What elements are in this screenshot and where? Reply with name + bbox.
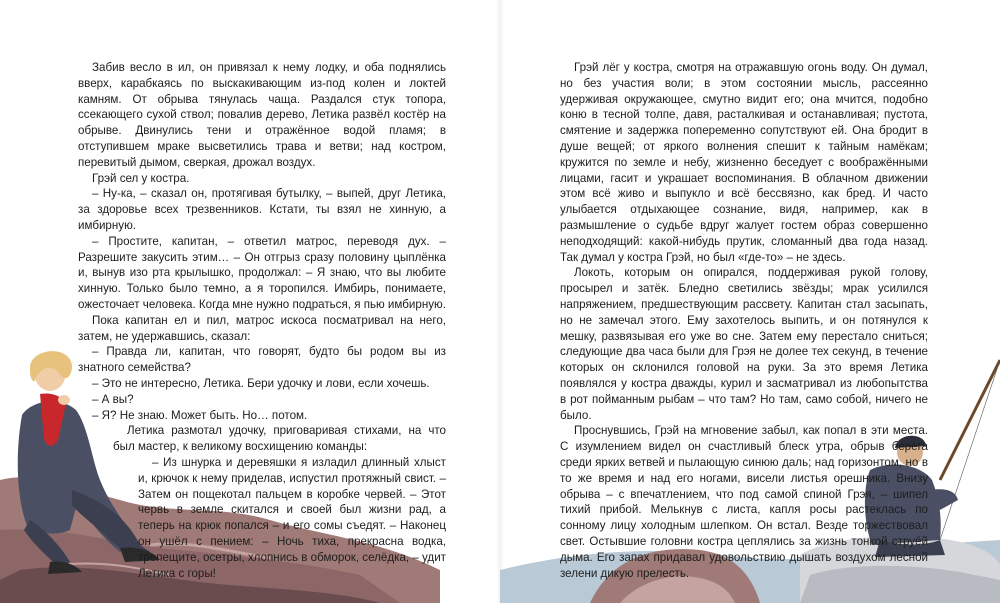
poem-text: – Из шнурка и деревяшки я изладил длинный хлыст и, крючок к нему приделав, испустил протяжный свист. – Затем он пощекотал пальцем в коробке червей. – Этот червь в земле скитался и своей был жизни рад, а теперь на крюк попался – и его сомы съедят. – Наконец он ушёл с пением: – Ночь тиха, прекрасна водка, трепещите, осетры, хлопнись в обморок, селёдка, – удит Летика с горы! xyxy=(138,455,446,580)
paragraph: – Я? Не знаю. Может быть. Но… потом. xyxy=(92,408,308,422)
paragraph: Грэй лёг у костра, смотря на отражавшую огонь воду. Он думал, но без участия воли; в этом состоянии мысль, рассеянно удерживая окружающее, смутно видит его; она мчится, подобно коню в тесной толпе, давя, расталкивая и останавливая; пустота, смятение и задержка попеременно сопутствуют ей. Она бродит в душе вещей; от яркого волнения спешит к тайным намёкам; кружится по земле и небу, жизненно беседует с воображёнными лицами, гасит и украшает воспоминания. В облачном движении этом всё живо и выпукло и всё бессвязно, как бред. И часто улыбается отдыхающее сознание, видя, например, как в размышление о судьбе вдруг жалует гостем образ совершенно неподходящий: какой-нибудь прутик, сломанный два года назад. Так думал у костра Грэй, но был «где-то» – не здесь. xyxy=(560,61,928,264)
paragraph: Проснувшись, Грэй на мгновение забыл, как попал в эти места. С изумлением видел он счастливый блеск утра, обрыв берега среди ярких ветвей и пылающую синюю даль; над горизонтом, но в то же время и над его ногами, висели листья орешника. Внизу обрыва – с впечатлением, что под самой спиной Грэя, – шипел тихий прибой. Мелькнув с листа, капля росы растеклась по сонному лицу холодным шлепком. Он встал. Везде торжествовал свет. Остывшие головни костра цеплялись за жизнь тонкой струёй дыма. Его запах придавал удовольствию дышать воздухом лесной зелени дикую прелесть. xyxy=(560,424,928,580)
paragraph: Пока капитан ел и пил, матрос искоса посматривал на него, затем, не удержавшись, сказал: xyxy=(78,313,446,343)
paragraph: Грэй сел у костра. xyxy=(92,171,190,185)
paragraph: – Простите, капитан, – ответил матрос, переводя дух. – Разрешите закусить этим… – Он отгрыз сразу половину цыплёнка и, вынув изо рта крылышко, продолжал: – Я знаю, что вы любите хинную. Только было темно, а я торопился. Имбирь, понимаете, ожесточает человека. Когда мне нужно подраться, я пью имбирную. xyxy=(78,234,446,311)
paragraph: – Ну-ка, – сказал он, протягивая бутылку, – выпей, друг Летика, за здоровье всех трезвенников. Кстати, ты взял не хинную, а имбирную. xyxy=(78,187,446,232)
paragraph: Забив весло в ил, он привязал к нему лодку, и оба поднялись вверх, карабкаясь по выскакивающим из-под колен и локтей камням. От обрыва тянулась чаща. Раздался стук топора, ссекающего сухой ствол; повалив дерево, Летика развёл костёр на обрыве. Двинулись тени и отражённое водой пламя; в отступившем мраке высветились трава и ветви; над костром, перевитый дымом, сверкая, дрожал воздух. xyxy=(78,61,446,169)
right-page xyxy=(500,0,1000,603)
paragraph: – Это не интересно, Летика. Бери удочку и лови, если хочешь. xyxy=(92,376,430,390)
right-page-text xyxy=(560,60,928,581)
paragraph: – Правда ли, капитан, что говорят, будто бы родом вы из знатного семейства? xyxy=(78,345,446,375)
poem-intro: Летика размотал удочку, приговаривая стихами, на что был мастер, к великому восхищению команды: xyxy=(113,424,446,454)
left-page-text xyxy=(78,60,446,581)
paragraph: Локоть, которым он опирался, поддерживая рукой голову, просырел и затёк. Бледно светились звёзды; мрак усилился напряжением, предшествующим рассвету. Капитан стал засыпать, но не замечал этого. Ему захотелось выпить, и он потянулся к мешку, развязывая его уже во сне. Затем ему перестало сниться; следующие два часа были для Грэя не долее тех секунд, в течение которых он склонился головой на руки. За это время Летика появлялся у костра дважды, курил и засматривал из любопытства в рот пойманным рыбам – что там? Но там, само собой, ничего не было. xyxy=(560,266,928,422)
paragraph: – А вы? xyxy=(92,392,134,406)
